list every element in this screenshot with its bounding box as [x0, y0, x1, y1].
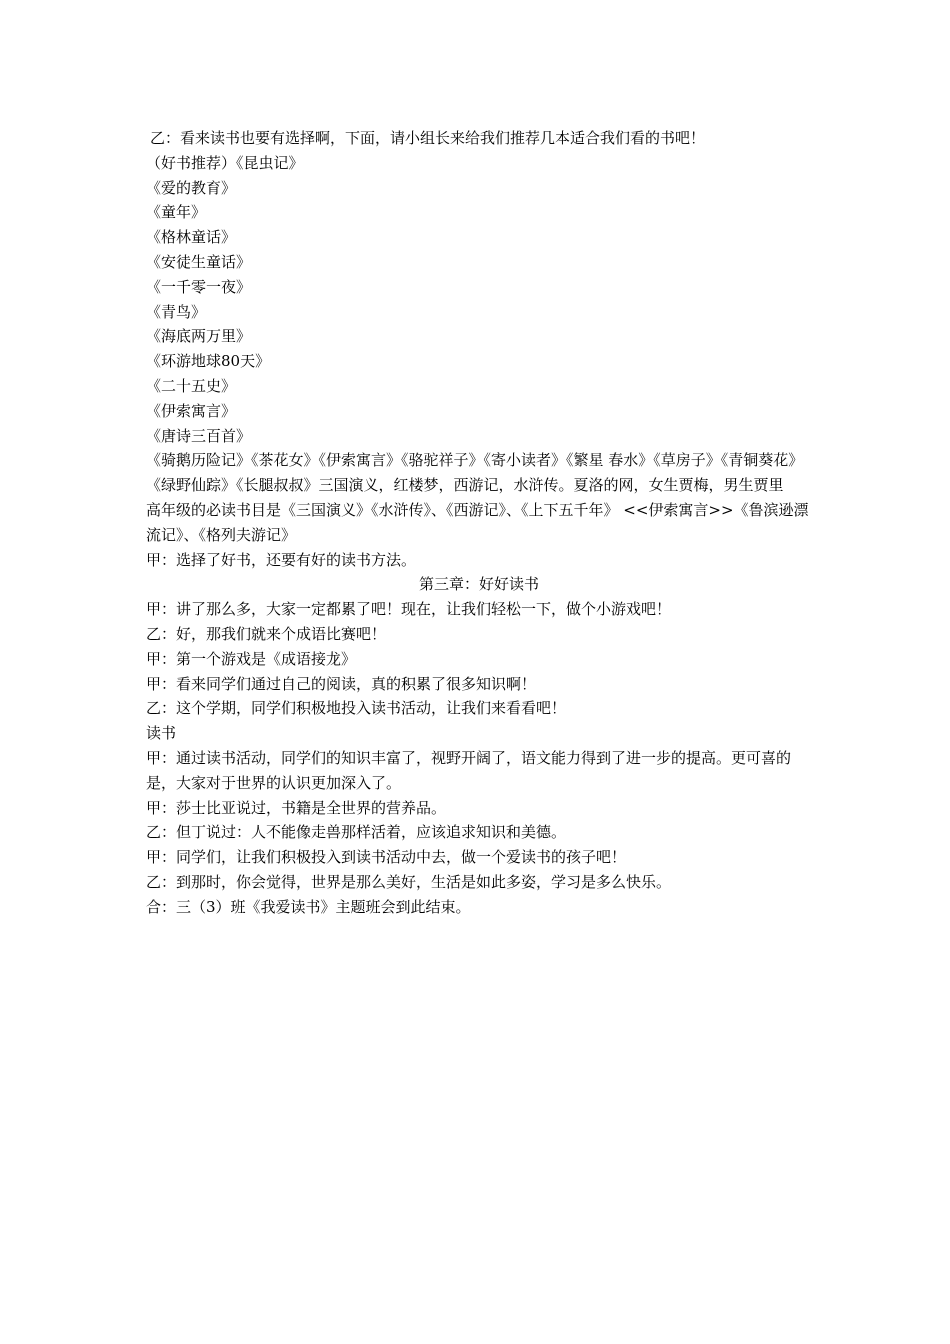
- dialogue-line: 乙：这个学期，同学们积极地投入读书活动，让我们来看看吧！: [146, 699, 567, 718]
- book-title: 《唐诗三百首》: [146, 426, 252, 445]
- dialogue-line: 甲：看来同学们通过自己的阅读，真的积累了很多知识啊！: [146, 674, 537, 693]
- required-reading-paragraph: 高年级的必读书目是《三国演义》《水浒传》、《西游记》、《上下五千年》 <<伊索寓言>>《鲁滨逊漂流记》、《格列夫游记》: [146, 500, 809, 544]
- dialogue-line: 乙：但丁说过：人不能像走兽那样活着，应该追求知识和美德。: [146, 823, 567, 842]
- book-title: 《二十五史》: [146, 376, 237, 395]
- dialogue-line: 甲：莎士比亚说过，书籍是全世界的营养品。: [146, 798, 447, 817]
- book-title: 《环游地球80天》: [146, 352, 271, 371]
- book-title: 《青鸟》: [146, 302, 207, 321]
- dialogue-line: 乙：到那时，你会觉得，世界是那么美好，生活是如此多姿，学习是多么快乐。: [146, 872, 672, 891]
- book-title: 《童年》: [146, 203, 207, 222]
- book-title: 《伊索寓言》: [146, 401, 237, 420]
- dialogue-line: 乙：好，那我们就来个成语比赛吧！: [146, 624, 387, 643]
- dialogue-line: 甲：讲了那么多，大家一定都累了吧！现在，让我们轻松一下，做个小游戏吧！: [146, 600, 672, 619]
- book-title: 《格林童话》: [146, 228, 237, 247]
- closing-line: 合：三（3）班《我爱读书》主题班会到此结束。: [146, 897, 471, 916]
- chapter-heading: 第三章：好好读书: [418, 575, 539, 594]
- book-title: 《爱的教育》: [146, 178, 237, 197]
- dialogue-paragraph: 甲：通过读书活动，同学们的知识丰富了，视野开阔了，语文能力得到了进一步的提高。更可喜的是，大家对于世界的认识更加深入了。: [146, 748, 792, 792]
- book-title: 《一千零一夜》: [146, 277, 252, 296]
- book-list-paragraph: 《骑鹅历险记》《茶花女》《伊索寓言》《骆驼祥子》《寄小读者》《繁星 春水》《草房子》《青铜葵花》《绿野仙踪》《长腿叔叔》三国演义，红楼梦，西游记，水浒传。夏洛的网，女生贾梅，男生贾里: [146, 451, 804, 495]
- dialogue-line: 甲：第一个游戏是《成语接龙》: [146, 649, 357, 668]
- book-recommendation-heading: （好书推荐）《昆虫记》: [146, 153, 304, 172]
- book-title: 《安徒生童话》: [146, 252, 252, 271]
- dialogue-line: 乙：看来读书也要有选择啊，下面，请小组长来给我们推荐几本适合我们看的书吧！: [150, 129, 706, 147]
- dialogue-line: 甲：选择了好书，还要有好的读书方法。: [146, 550, 417, 569]
- book-title: 《海底两万里》: [146, 327, 252, 346]
- section-label: 读书: [146, 724, 177, 743]
- document-body: [146, 126, 812, 920]
- dialogue-line: 甲：同学们，让我们积极投入到读书活动中去，做一个爱读书的孩子吧！: [146, 848, 627, 867]
